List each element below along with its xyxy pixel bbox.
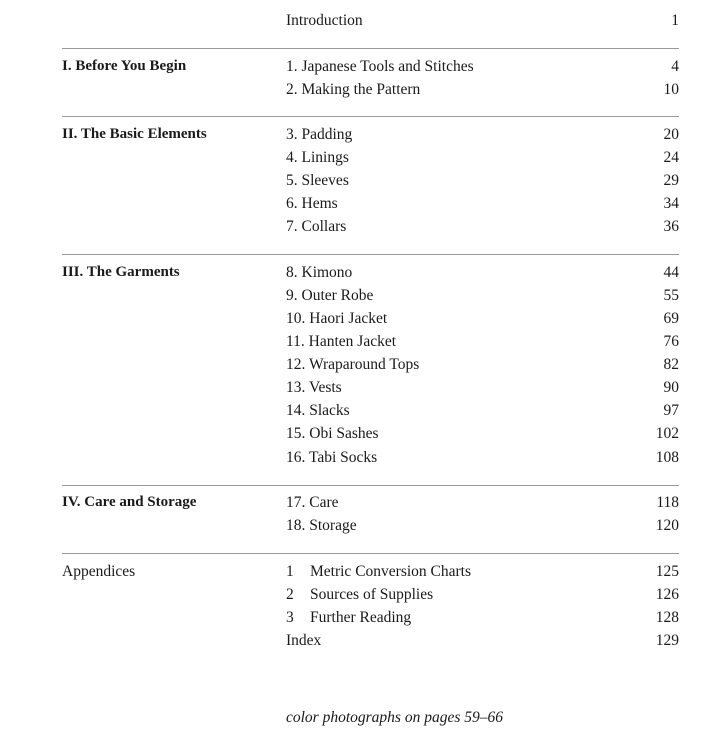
toc-row[interactable] bbox=[0, 192, 720, 215]
toc-row[interactable] bbox=[0, 446, 720, 469]
appendix-number: 2 bbox=[286, 586, 294, 603]
toc-page-number: 128 bbox=[655, 609, 679, 626]
toc-row[interactable] bbox=[0, 491, 720, 514]
toc-entry-title: 14. Slacks bbox=[286, 402, 350, 419]
toc-row[interactable] bbox=[0, 560, 720, 583]
toc-page-number: 102 bbox=[655, 425, 679, 442]
toc-page-number: 108 bbox=[655, 449, 679, 466]
toc-entry-title: 2. Making the Pattern bbox=[286, 81, 421, 98]
toc-entry-title: Index bbox=[286, 632, 322, 649]
appendix-title: Further Reading bbox=[310, 609, 412, 626]
toc-page-number: 69 bbox=[663, 310, 679, 327]
toc-entry-title: 17. Care bbox=[286, 494, 339, 511]
toc-page-number: 76 bbox=[663, 333, 679, 350]
toc-row[interactable] bbox=[0, 146, 720, 169]
section-divider bbox=[62, 553, 679, 554]
toc-entry-title: 13. Vests bbox=[286, 379, 342, 396]
section-divider bbox=[62, 485, 679, 486]
toc-entry-title: 4. Linings bbox=[286, 149, 349, 166]
toc-entry-title: 3. Padding bbox=[286, 126, 353, 143]
toc-page-number: 90 bbox=[663, 379, 679, 396]
toc-entry-title bbox=[286, 583, 433, 606]
section-divider bbox=[62, 116, 679, 117]
part-title: IV. Care and Storage bbox=[62, 494, 197, 510]
toc-entry-title: 5. Sleeves bbox=[286, 172, 349, 189]
toc-entry-title: Introduction bbox=[286, 12, 363, 29]
toc-page-number: 126 bbox=[655, 586, 679, 603]
toc-row-index[interactable] bbox=[0, 629, 720, 652]
toc-row[interactable] bbox=[0, 307, 720, 330]
toc-entry-title: 16. Tabi Socks bbox=[286, 449, 378, 466]
toc-page-number: 29 bbox=[663, 172, 679, 189]
toc-row[interactable] bbox=[0, 376, 720, 399]
toc-entry-title: 10. Haori Jacket bbox=[286, 310, 388, 327]
toc-page-number: 34 bbox=[663, 195, 679, 212]
toc-entry-title: 15. Obi Sashes bbox=[286, 425, 379, 442]
section-divider bbox=[62, 254, 679, 255]
toc-row[interactable] bbox=[0, 514, 720, 537]
toc-page-number: 55 bbox=[663, 287, 679, 304]
toc-page-number: 118 bbox=[656, 494, 679, 511]
toc-page-number: 44 bbox=[663, 264, 679, 281]
toc-row[interactable] bbox=[0, 422, 720, 445]
toc-row[interactable] bbox=[0, 330, 720, 353]
toc-page-number: 24 bbox=[663, 149, 679, 166]
toc-entry-title: 11. Hanten Jacket bbox=[286, 333, 397, 350]
toc-row[interactable] bbox=[0, 78, 720, 101]
toc-entry-title: 18. Storage bbox=[286, 517, 357, 534]
toc-entry-title: 9. Outer Robe bbox=[286, 287, 374, 304]
toc-page-number: 10 bbox=[663, 81, 679, 98]
photo-note: color photographs on pages 59–66 bbox=[286, 709, 503, 726]
toc-row[interactable] bbox=[0, 353, 720, 376]
toc-entry-title: 12. Wraparound Tops bbox=[286, 356, 420, 373]
section-divider bbox=[62, 48, 679, 49]
toc-row[interactable] bbox=[0, 399, 720, 422]
toc-page-number: 125 bbox=[655, 563, 679, 580]
toc-entry-title bbox=[286, 560, 471, 583]
toc-page-number: 120 bbox=[655, 517, 679, 534]
part-title: I. Before You Begin bbox=[62, 58, 187, 74]
toc-page-number: 20 bbox=[663, 126, 679, 143]
appendix-title: Metric Conversion Charts bbox=[310, 563, 472, 580]
toc-entry-title: 6. Hems bbox=[286, 195, 338, 212]
part-title: II. The Basic Elements bbox=[62, 126, 207, 142]
toc-row[interactable] bbox=[0, 284, 720, 307]
toc-row[interactable] bbox=[0, 169, 720, 192]
toc-page-number: 36 bbox=[663, 218, 679, 235]
toc-row[interactable] bbox=[0, 123, 720, 146]
toc-row[interactable] bbox=[0, 261, 720, 284]
toc-page-number: 82 bbox=[663, 356, 679, 373]
toc-row[interactable] bbox=[0, 606, 720, 629]
toc-row-introduction[interactable] bbox=[0, 9, 720, 32]
toc-page-number: 4 bbox=[671, 58, 679, 75]
toc-entry-title: 7. Collars bbox=[286, 218, 347, 235]
toc-row[interactable] bbox=[0, 583, 720, 606]
part-title: III. The Garments bbox=[62, 264, 180, 280]
appendices-title: Appendices bbox=[62, 563, 136, 580]
toc-page-number: 129 bbox=[655, 632, 679, 649]
toc-row[interactable] bbox=[0, 55, 720, 78]
toc-row[interactable] bbox=[0, 215, 720, 238]
toc-page-number: 97 bbox=[663, 402, 679, 419]
toc-entry-title: 8. Kimono bbox=[286, 264, 353, 281]
toc-entry-title: 1. Japanese Tools and Stitches bbox=[286, 58, 474, 75]
appendix-number: 3 bbox=[286, 609, 294, 626]
appendix-title: Sources of Supplies bbox=[310, 586, 434, 603]
toc-page-number: 1 bbox=[671, 12, 679, 29]
toc-entry-title bbox=[286, 606, 411, 629]
appendix-number: 1 bbox=[286, 563, 294, 580]
